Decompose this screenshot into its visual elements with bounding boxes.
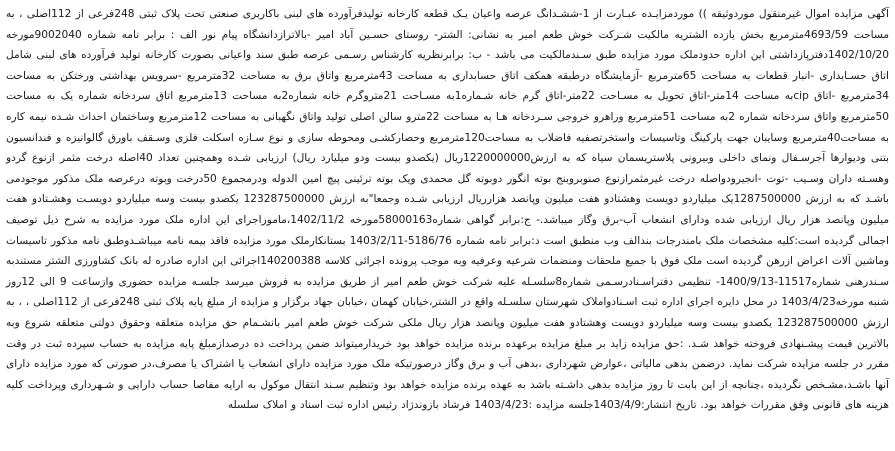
notice-paragraph: آگهی مزایده اموال غیرمنقول موردوثیقه )) موردمزایـده عبـارت از 1-ششـدانگ عرصه واعیان یـک قطعه کارخانه تولیدفرآورده های لبنی باکاربری صنعتی تحت پلاک ثبتی 248فرعی از 112اصلی ، به مساحت 4693/59مترمربع بخش یازده الشتریه مالکیت شـرکت خوش طعم امیر به نشانی: الشتر- روستای حسـین آباد امیر -بالاترازدانشگاه پیام نور الف : برابر نامه شماره 9002040مورخه 1402/10/20دفترپازداشتی این اداره حدودملک مورد مزایده طبق سـندمالکیت می باشد - ب: برابرنظریه کارشناس رسـمی عرصه طبق سند واعیانی بصورت کارخانه تولید فرآورده های لبنی شامل اتاق حسـابداری -انبار قطعات به مساحت 65مترمربع -آزمایشگاه درطبقه همکف اتاق حسابداری به مساحت 43مترمربع واتاق برق به مساحت 32مترمربع -سرویس بهداشتی ورختکن به مساحت 34مترمربع -اتاق cipبه مساحت 14متر-اتاق تحویل به مسـاحت 22متر-اتاق گرم خانه شـماره1به مسـاحت 21متروگرم خانه شماره2به مساحت 13مترمربع اتاق سردخانه شماره یک به مساحت 50مترمربع واتاق سردخانه شماره 2به مساحت 51مترمربع وراهرو خروجی سـردخانه هـا به مساحت 22مترو سالن اصلی تولید واتاق نگهبانی به مساحت 12مترمربع وساختمان احداث شـده نیمه کاره به مساحت40مترمربع وسایبان جهت پارکینگ وتاسیسات واستخرتصفیه فاضلاب به مساحت120مترمربع وحصارکشـی ومحوطه سازی و نوع سـازه اسکلت فلزی وسـقف باورق گالوانیزه و فندانسیون بتنی ودیوارها آجرسـفال ونمای داخلی وبیرونی پلاستریسمان سیاه که به ارزش1220000000ریال (یکصدو بیست ودو میلیارد ریال) ارزیابی شـده وهمچنین تعداد 40اصله درخت مثمر ازنوع گردو وهسـته داران وسـیب -توت -انجیرودواصله درخت غیرمثمرازنوع صنوبروبنج بوته انگور دوبوته گل محمدی ویک بوته ترئینی پیچ امین الدوله ودرمجموع 50درخت وبوته درعرصه ملک مذکور موجودمی باشـد که به ارزش 1287500000یک میلیاردو دویست وهشتادو هفت میلیون وپانصد هزارریال ارزیابی شـده وجمعا"به ارزش 123287500000 یکصدو بیست وسه میلیاردو دویسـت وهشـتادو هفت میلیون وپانصد هزار ریال ارزیابی شده ودارای انشعاب آب-برق وگاز میباشد.- ج:برابر گواهی شماره58000163مورخه 1402/11/2،ماموراجرای این اداره ملک مورد مزایده به شرح ذیل توصیف اجمالی گردیده است:کلیه مشخصات ملک بامندرجات بندالف وب منطبق است د:برابر نامه شماره 5186/76-1403/2/11 بستانکارملک مورد مزایده فاقد بیمه نامه میباشـدوطبق نامه مذکور تاسیسات وماشین آلات اعراض ازرهن گردیده است ملک فوق با جمیع ملحقات ومنضمات شرعیه وعرفیه وبه موجب پرونده اجرائی کلاسه 140200388اجرائی این اداره صادره له بانک کشاورزی الشتر مستندبه سـندرهنی شماره11517-1400/9/13- تنظیمی دفتراسـنادرسـمی شماره8سلسـله علیه شرکت خوش طعم امیر از طریق مزایده به فروش میرسد جلسـه مزایده حضوری وازساعت 9 الی 12روز شنبه مورخه1403/4/23 در محل دایره اجرای اداره ثبت اسـنادواملاک شهرستان سلسـله واقع در الشتر،خیابان کهمان ،خیابان جهاد برگزار و مزایده از مبلغ پایه پلاک ثبتی 248فرعی از 112اصلی ، ، به ارزش 123287500000 یکصدو بیست وسه میلیاردو دویست وهشتادو هفت میلیون وپانصد هزار ریال ملکی شرکت خوش طعم امیر بانشـمام حق مزایده متعلقه وحقوق دولتی متعلقه شروع وبه بالاترین قیمت پیشـنهادی فروخته خواهد شـد. :حق مزایده زاید بر مبلغ مزایده برعهده برنده مزایده خواهد بود خریدارمیتواند ضمن پرداخت ده درصدازمبلغ پایه مزایده به حساب سپرده ثبت در وقت مقرر در جلسه مزایده شرکت نماید. درضمن بدهی مالیاتی ،عوارض شهرداری ،بدهی آب و برق وگاز درصورتیکه ملک مورد مزایده دارای انشعاب یا اشتراک یا مصرف،در صورتی که مورد مزایده دارای آنها باشـد،مشـخص نگردیده ،چنانچه از این بابت تا روز مزایده بدهی داشـته باشد به عهده برنده مزایده خواهد بود وتنظیم سـند انتقال موکول به ارایه مفاصا حساب دارایی و شـهرداری وپرداخت کلیه هزینه های قانونی وفق مقررات خواهد بود. تاریخ انتشار:1403/4/9جلسه مزایده :1403/4/23 فرشاد بازوندژاد رئیس اداره ثبت اسناد و املاک سلسله [6, 8, 890, 412]
auction-notice-text [6, 4, 889, 416]
